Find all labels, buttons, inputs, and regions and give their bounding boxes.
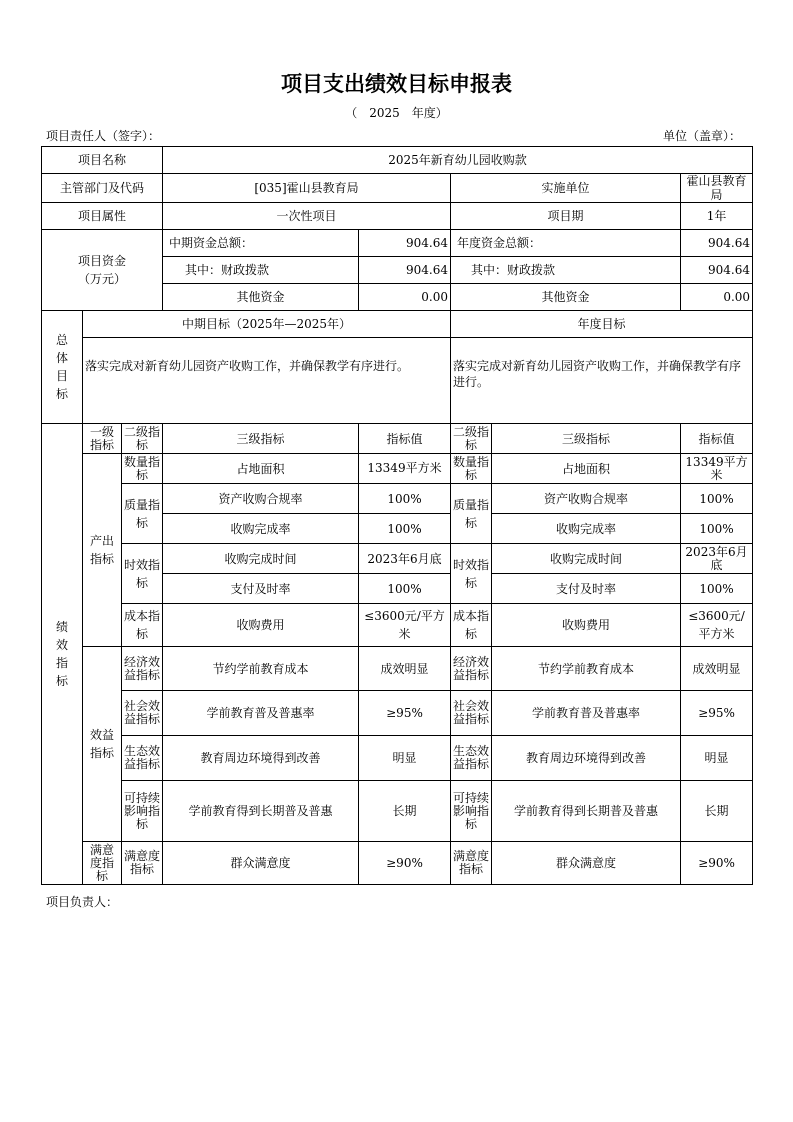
l3-sustainable: 学前教育得到长期普及普惠 xyxy=(163,781,359,842)
l2-economic-year: 经济效益指标 xyxy=(451,647,492,691)
v-area-year: 13349平方米 xyxy=(681,454,753,484)
mid-total-label: 中期资金总额： xyxy=(163,230,359,257)
year-fiscal-label: 其中：财政拨款 xyxy=(451,257,681,284)
v-payment: 100% xyxy=(359,574,451,604)
l2-cost: 成本指标 xyxy=(122,604,163,647)
benefit-label: 效益 指标 xyxy=(83,647,122,842)
year-other-value: 0.00 xyxy=(681,284,753,311)
l3-payment-year: 支付及时率 xyxy=(492,574,681,604)
h-level2-year: 二级指标 xyxy=(451,424,492,454)
mid-goal-text: 落实完成对新育幼儿园资产收购工作，并确保教学有序进行。 xyxy=(83,338,451,424)
v-payment-year: 100% xyxy=(681,574,753,604)
l3-completion-year: 收购完成率 xyxy=(492,514,681,544)
l2-timeliness-year: 时效指标 xyxy=(451,544,492,604)
h-level2: 二级指标 xyxy=(122,424,163,454)
year-line: （ 2025 年度） xyxy=(345,106,448,120)
output-label: 产出 指标 xyxy=(83,454,122,647)
h-level3-year: 三级指标 xyxy=(492,424,681,454)
mid-other-value: 0.00 xyxy=(359,284,451,311)
h-value: 指标值 xyxy=(359,424,451,454)
period-value: 1年 xyxy=(681,203,753,230)
project-name-value: 2025年新育幼儿园收购款 xyxy=(163,147,753,174)
v-cost: ≤3600元/平方米 xyxy=(359,604,451,647)
l3-area-year: 占地面积 xyxy=(492,454,681,484)
l2-social: 社会效益指标 xyxy=(122,691,163,736)
dept-label: 主管部门及代码 xyxy=(42,174,163,203)
l3-completion: 收购完成率 xyxy=(163,514,359,544)
l3-cost-year: 收购费用 xyxy=(492,604,681,647)
l3-satisfaction: 群众满意度 xyxy=(163,842,359,885)
v-sustainable: 长期 xyxy=(359,781,451,842)
l2-quality: 质量指标 xyxy=(122,484,163,544)
l3-social: 学前教育普及普惠率 xyxy=(163,691,359,736)
attr-value: 一次性项目 xyxy=(163,203,451,230)
l2-social-year: 社会效益指标 xyxy=(451,691,492,736)
year-goal-header: 年度目标 xyxy=(451,311,753,338)
mid-goal-header: 中期目标（2025年—2025年） xyxy=(83,311,451,338)
v-satisfaction: ≥90% xyxy=(359,842,451,885)
footer-label: 项目负责人： xyxy=(46,895,119,909)
l3-ecological-year: 教育周边环境得到改善 xyxy=(492,736,681,781)
l3-payment: 支付及时率 xyxy=(163,574,359,604)
mid-fiscal-value: 904.64 xyxy=(359,257,451,284)
l2-quantity-year: 数量指标 xyxy=(451,454,492,484)
l2-sustainable: 可持续影响指标 xyxy=(122,781,163,842)
v-compliance: 100% xyxy=(359,484,451,514)
h-value-year: 指标值 xyxy=(681,424,753,454)
v-social: ≥95% xyxy=(359,691,451,736)
v-ecological-year: 明显 xyxy=(681,736,753,781)
l3-economic-year: 节约学前教育成本 xyxy=(492,647,681,691)
impl-label: 实施单位 xyxy=(451,174,681,203)
l2-quality-year: 质量指标 xyxy=(451,484,492,544)
l3-economic: 节约学前教育成本 xyxy=(163,647,359,691)
v-completion: 100% xyxy=(359,514,451,544)
period-label: 项目期 xyxy=(451,203,681,230)
v-satisfaction-year: ≥90% xyxy=(681,842,753,885)
v-sustainable-year: 长期 xyxy=(681,781,753,842)
year-fiscal-value: 904.64 xyxy=(681,257,753,284)
l2-ecological: 生态效益指标 xyxy=(122,736,163,781)
l3-ecological: 教育周边环境得到改善 xyxy=(163,736,359,781)
l2-satisfaction-year: 满意度指标 xyxy=(451,842,492,885)
l2-satisfaction: 满意度指标 xyxy=(122,842,163,885)
perf-label: 绩 效 指 标 xyxy=(42,424,83,885)
performance-table xyxy=(41,146,753,885)
l3-sustainable-year: 学前教育得到长期普及普惠 xyxy=(492,781,681,842)
l3-cost: 收购费用 xyxy=(163,604,359,647)
l3-area: 占地面积 xyxy=(163,454,359,484)
v-compliance-year: 100% xyxy=(681,484,753,514)
funds-label: 项目资金 （万元） xyxy=(42,230,163,311)
page-title: 项目支出绩效目标申报表 xyxy=(281,72,512,96)
l3-finish-time-year: 收购完成时间 xyxy=(492,544,681,574)
v-finish-time-year: 2023年6月底 xyxy=(681,544,753,574)
h-level3: 三级指标 xyxy=(163,424,359,454)
mid-other-label: 其他资金 xyxy=(163,284,359,311)
dept-value: [035]霍山县教育局 xyxy=(163,174,451,203)
responsible-label: 项目责任人（签字）： xyxy=(46,129,161,143)
l2-timeliness: 时效指标 xyxy=(122,544,163,604)
year-goal-text: 落实完成对新育幼儿园资产收购工作，并确保教学有序进行。 xyxy=(451,338,753,424)
v-completion-year: 100% xyxy=(681,514,753,544)
v-area: 13349平方米 xyxy=(359,454,451,484)
h-level1: 一级指标 xyxy=(83,424,122,454)
v-economic: 成效明显 xyxy=(359,647,451,691)
l3-compliance: 资产收购合规率 xyxy=(163,484,359,514)
l2-economic: 经济效益指标 xyxy=(122,647,163,691)
l2-sustainable-year: 可持续影响指标 xyxy=(451,781,492,842)
l3-finish-time: 收购完成时间 xyxy=(163,544,359,574)
l2-cost-year: 成本指标 xyxy=(451,604,492,647)
v-finish-time: 2023年6月底 xyxy=(359,544,451,574)
l3-compliance-year: 资产收购合规率 xyxy=(492,484,681,514)
impl-value: 霍山县教育局 xyxy=(681,174,753,203)
sat-label: 满意度指标 xyxy=(83,842,122,885)
year-other-label: 其他资金 xyxy=(451,284,681,311)
project-name-label: 项目名称 xyxy=(42,147,163,174)
l2-ecological-year: 生态效益指标 xyxy=(451,736,492,781)
unit-label: 单位（盖章）： xyxy=(662,129,741,143)
v-cost-year: ≤3600元/平方米 xyxy=(681,604,753,647)
year-total-value: 904.64 xyxy=(681,230,753,257)
l3-satisfaction-year: 群众满意度 xyxy=(492,842,681,885)
goals-label: 总 体 目 标 xyxy=(42,311,83,424)
mid-total-value: 904.64 xyxy=(359,230,451,257)
v-ecological: 明显 xyxy=(359,736,451,781)
l3-social-year: 学前教育普及普惠率 xyxy=(492,691,681,736)
mid-fiscal-label: 其中：财政拨款 xyxy=(163,257,359,284)
v-social-year: ≥95% xyxy=(681,691,753,736)
year-total-label: 年度资金总额： xyxy=(451,230,681,257)
l2-quantity: 数量指标 xyxy=(122,454,163,484)
v-economic-year: 成效明显 xyxy=(681,647,753,691)
attr-label: 项目属性 xyxy=(42,203,163,230)
